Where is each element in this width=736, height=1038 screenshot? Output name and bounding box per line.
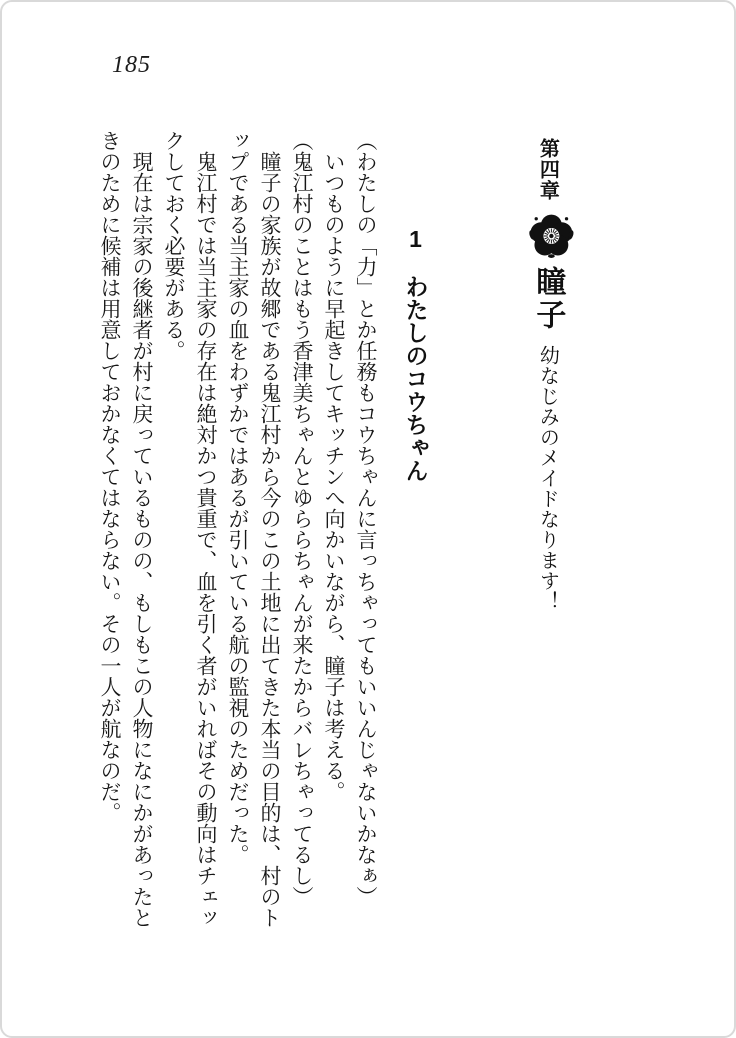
text-line: クしておく必要がある。 — [162, 130, 186, 361]
chapter-title: 瞳子 — [531, 266, 565, 332]
text-line: 鬼江村では当主家の存在は絶対かつ貴重で、血を引く者がいればその動向はチェッ — [194, 130, 218, 928]
section-heading: 1 わたしのコウちゃん — [402, 226, 429, 482]
text-line: 瞳子の家族が故郷である鬼江村から今のこの土地に出てきた本当の目的は、村のト — [258, 130, 282, 928]
plum-blossom-crest-icon — [529, 213, 575, 259]
chapter-number-label: 第四章 — [536, 138, 559, 201]
text-line: （鬼江村のことはもう香津美ちゃんとゆららちゃんが来たからバレちゃってるし） — [290, 130, 314, 907]
body-text — [94, 130, 382, 945]
text-line: ップである当主家の血をわずかではあるが引いている航の監視のためだった。 — [226, 130, 250, 865]
chapter-heading — [525, 138, 574, 612]
text-line: きのために候補は用意しておかなくてはならない。その一人が航なのだ。 — [98, 130, 122, 823]
text-line: いつものように早起きしてキッチンへ向かいながら、瞳子は考える。 — [322, 130, 346, 802]
page-number: 185 — [112, 52, 151, 78]
text-line: （わたしの「力」とか任務もコウちゃんに言っちゃってもいいんじゃないかなぁ） — [354, 130, 378, 907]
text-line: 現在は宗家の後継者が村に戻っているものの、もしもこの人物になにかがあったと — [130, 130, 154, 928]
chapter-subtitle: 幼なじみのメイドなります！ — [536, 345, 559, 612]
